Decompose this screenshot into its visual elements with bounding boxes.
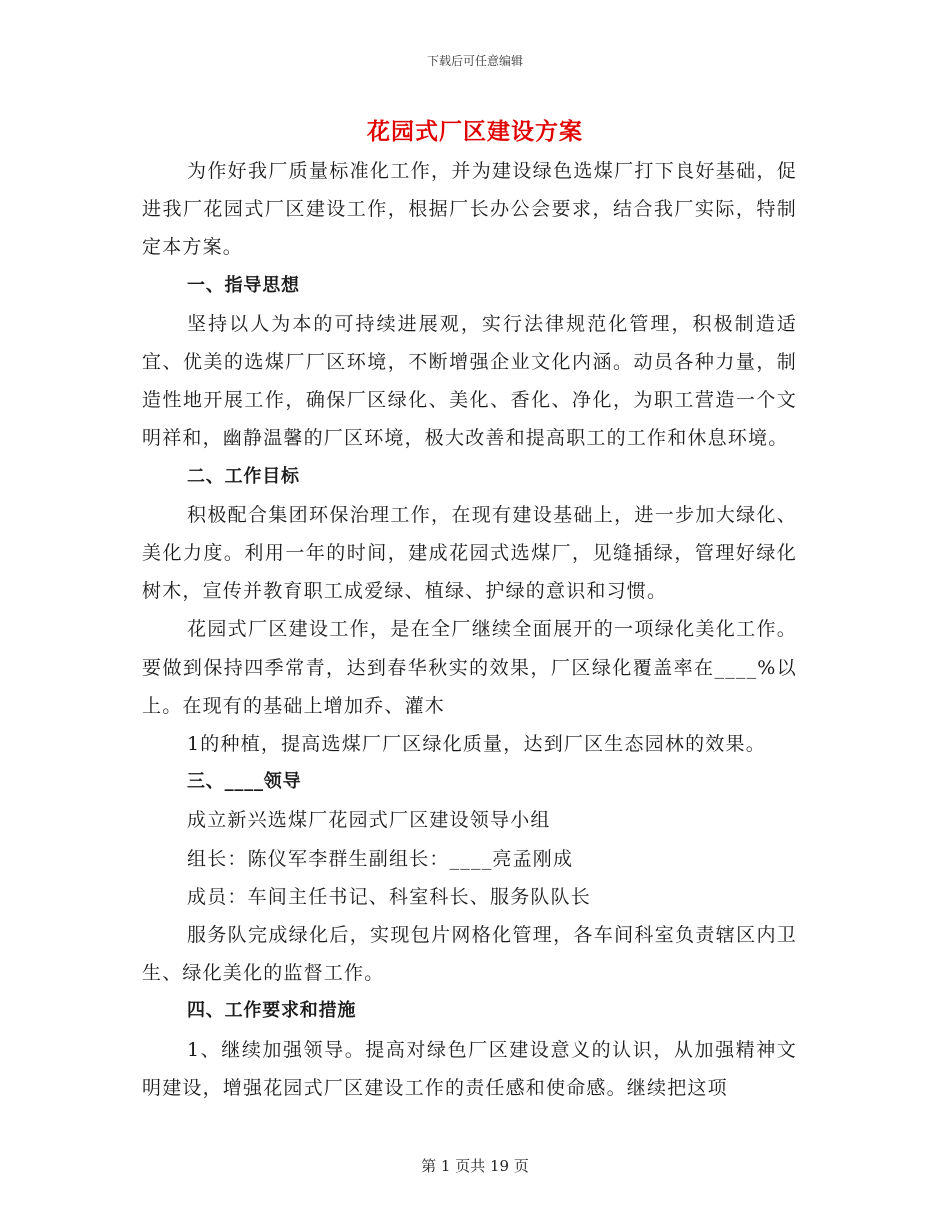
- body-paragraph: 服务队完成绿化后，实现包片网格化管理，各车间科室负责辖区内卫生、绿化美化的监督工作。: [142, 924, 797, 985]
- document-title: 花园式厂区建设方案: [367, 118, 583, 145]
- page-number-footer: 第 1 页共 19 页: [421, 1157, 529, 1175]
- section-heading-requirements: 四、工作要求和措施: [187, 1000, 357, 1022]
- body-paragraph: 组长：陈仪军李群生副组长：____亮孟刚成: [187, 847, 574, 870]
- body-paragraph: 1、继续加强领导。提高对绿色厂区建设意义的认识，从加强精神文明建设，增强花园式厂区建设工作的责任感和使命感。继续把这项: [142, 1038, 797, 1099]
- section-heading-guiding-ideology: 一、指导思想: [187, 274, 300, 296]
- body-paragraph: 1的种植，提高选煤厂厂区绿化质量，达到厂区生态园林的效果。: [187, 733, 766, 756]
- body-paragraph: 积极配合集团环保治理工作，在现有建设基础上，进一步加大绿化、美化力度。利用一年的时间，建成花园式选煤厂，见缝插绿，管理好绿化树木，宣传并教育职工成爱绿、植绿、护绿的意识和习惯。: [142, 503, 797, 603]
- body-paragraph: 坚持以人为本的可持续进展观，实行法律规范化管理，积极制造适宜、优美的选煤厂厂区环境，不断增强企业文化内涵。动员各种力量，制造性地开展工作，确保厂区绿化、美化、香化、净化，为职工营造一个文明祥和，幽静温馨的厂区环境，极大改善和提高职工的工作和休息环境。: [142, 312, 797, 450]
- section-heading-leadership: 三、____领导: [187, 771, 302, 793]
- page-header: 下载后可任意编辑: [426, 54, 523, 68]
- section-heading-work-goals: 二、工作目标: [187, 465, 300, 487]
- body-paragraph: 成立新兴选煤厂花园式厂区建设领导小组: [187, 809, 551, 832]
- body-paragraph: 成员：车间主任书记、科室科长、服务队队长: [187, 885, 592, 908]
- body-paragraph: 花园式厂区建设工作，是在全厂继续全面展开的一项绿化美化工作。要做到保持四季常青，达到春华秋实的效果，厂区绿化覆盖率在____%以上。在现有的基础上增加乔、灌木: [142, 618, 797, 717]
- intro-paragraph: 为作好我厂质量标准化工作，并为建设绿色选煤厂打下良好基础，促进我厂花园式厂区建设工作，根据厂长办公会要求，结合我厂实际，特制定本方案。: [142, 160, 797, 259]
- document-body: [142, 152, 797, 1107]
